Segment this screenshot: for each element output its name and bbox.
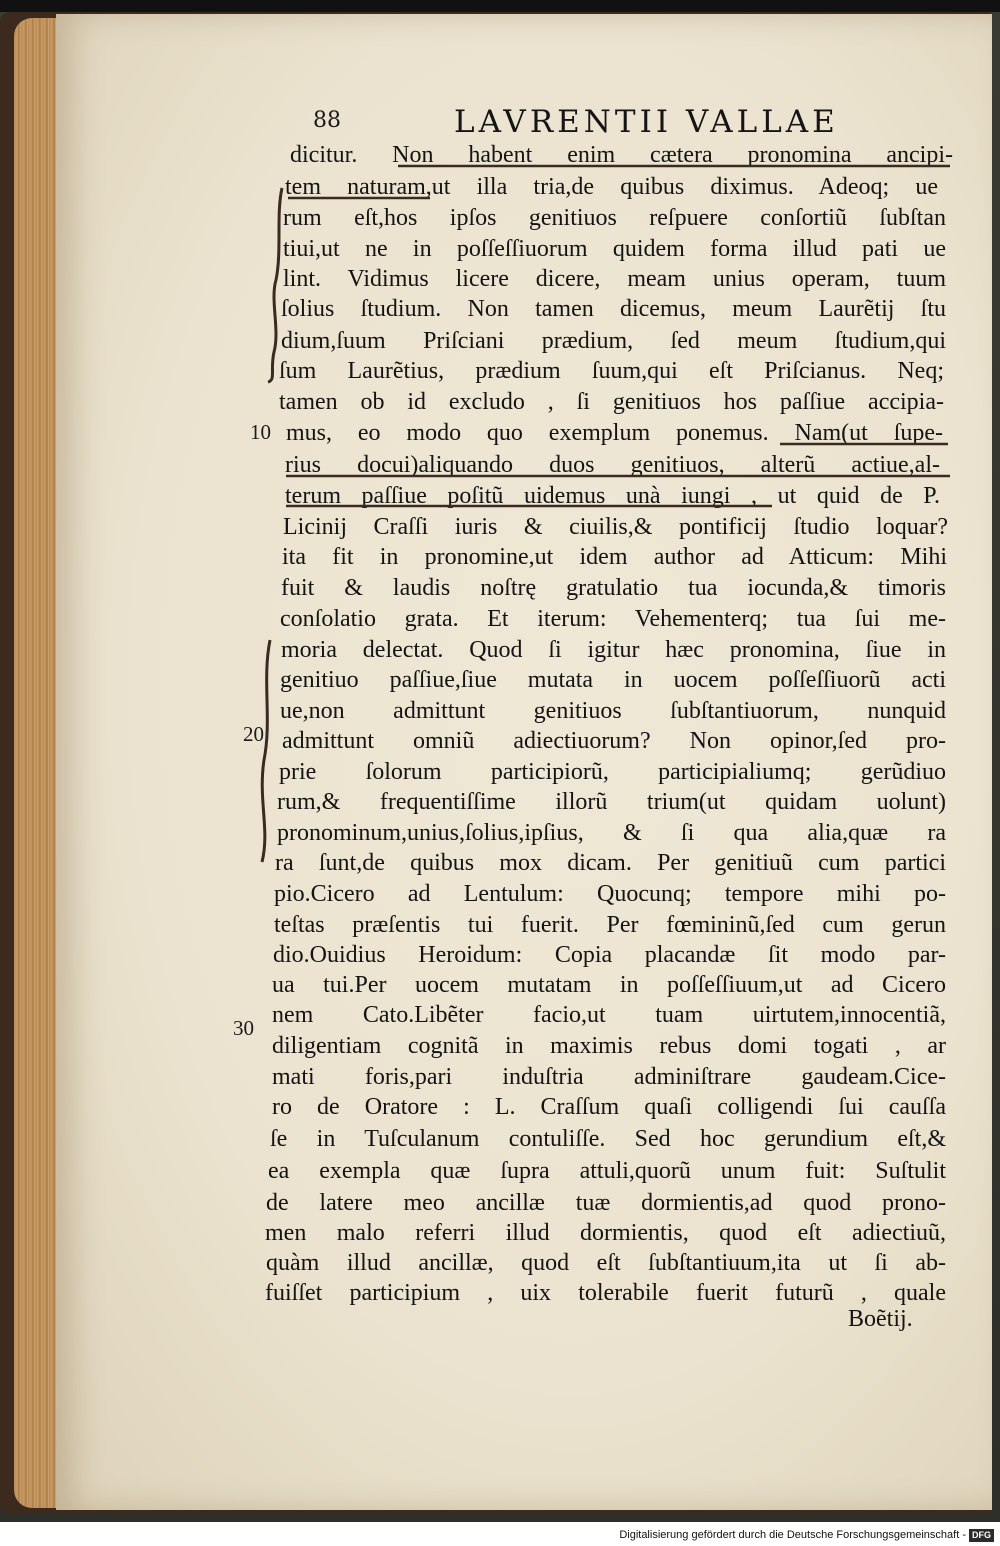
- page-number: 88: [313, 108, 341, 133]
- text-line: ita fit in pronomine,ut idem author ad Atticum: Mihi: [282, 544, 947, 570]
- text-line: men malo referri illud dormientis, quod eſt adiectiuũ,: [265, 1220, 946, 1246]
- text-line: lint. Vidimus licere dicere, meam unius operam, tuum: [283, 266, 946, 292]
- margin-number: 30: [233, 1016, 254, 1040]
- text-line: conſolatio grata. Et iterum: Vehementerq; tua ſui me-: [280, 606, 946, 632]
- text-line: tiui,ut ne in poſſeſſiuorum quidem forma illud pati ue: [283, 236, 946, 262]
- text-line: genitiuo paſſiue,ſiue mutata in uocem poſſeſſiuorũ acti: [280, 667, 946, 693]
- text-line: de latere meo ancillæ tuæ dormientis,ad quod prono-: [266, 1190, 946, 1216]
- text-line: moria delectat. Quod ſi igitur hæc pronomina, ſiue in: [281, 637, 946, 663]
- text-line: diligentiam cognitã in maximis rebus domi togati , ar: [272, 1033, 946, 1059]
- catchword: Boẽtij.: [848, 1306, 913, 1332]
- text-line: fuiſſet participium , uix tolerabile fuerit futurũ , quale: [265, 1280, 946, 1306]
- text-line: admittunt omniũ adiectiuorum? Non opinor,ſed pro-: [282, 728, 946, 754]
- digitization-credit: [619, 1527, 994, 1543]
- text-line: tamen ob id excludo , ſi genitiuos hos paſſiue accipia-: [279, 389, 944, 415]
- text-line: rius docui)aliquando duos genitiuos, alterũ actiue,al-: [285, 452, 940, 478]
- text-line: rum,& frequentiſſime illorũ trium(ut quidam uolunt): [277, 789, 946, 815]
- text-line: Licinij Craſſi iuris & ciuilis,& pontificij ſtudio loquar?: [283, 514, 948, 540]
- text-line: ſum Laurẽtius, prædium ſuum,qui eſt Priſcianus. Neq;: [279, 358, 944, 384]
- text-line: dium,ſuum Priſciani prædium, ſed meum ſtudium,qui: [281, 328, 946, 354]
- running-head: LAVRENTII VALLAE: [454, 104, 839, 140]
- text-line: dicitur. Non habent enim cætera pronomina ancipi-: [290, 142, 953, 168]
- text-line: mus, eo modo quo exemplum ponemus. Nam(ut ſupe-: [286, 420, 943, 446]
- text-line: tem naturam,ut illa tria,de quibus diximus. Adeoq; ue: [285, 174, 938, 200]
- page-edges: [14, 18, 62, 1508]
- text-line: prie ſolorum participiorũ, participialiumq; gerũdiuo: [279, 759, 946, 785]
- credit-text: Digitalisierung gefördert durch die Deutsche Forschungsgemeinschaft -: [619, 1529, 966, 1541]
- text-line: pio.Cicero ad Lentulum: Quocunq; tempore mihi po-: [274, 881, 946, 907]
- text-line: teſtas præſentis tui fuerit. Per fœmininũ,ſed cum gerun: [274, 912, 946, 938]
- text-line: dio.Ouidius Heroidum: Copia placandæ ſit modo par-: [273, 942, 946, 968]
- text-line: mati foris,pari induſtria adminiſtrare gaudeam.Cice-: [272, 1064, 946, 1090]
- text-line: nem Cato.Libẽter facio,ut tuam uirtutem,innocentiã,: [272, 1002, 946, 1028]
- text-line: ro de Oratore : L. Craſſum quaſi colligendi ſui cauſſa: [272, 1094, 946, 1120]
- text-line: pronominum,unius,ſolius,ipſius, & ſi qua alia,quæ ra: [277, 820, 946, 846]
- text-line: quàm illud ancillæ, quod eſt ſubſtantiuum,ita ut ſi ab-: [266, 1250, 946, 1276]
- text-line: ea exempla quæ ſupra attuli,quorũ unum fuit: Suſtulit: [268, 1158, 946, 1184]
- text-line: ua tui.Per uocem mutatam in poſſeſſiuum,ut ad Cicero: [272, 972, 946, 998]
- text-line: ſolius ſtudium. Non tamen dicemus, meum Laurẽtij ſtu: [281, 296, 946, 322]
- text-line: fuit & laudis noſtrę gratulatio tua iocunda,& timoris: [281, 575, 946, 601]
- margin-number: 20: [243, 722, 264, 746]
- margin-number: 10: [250, 420, 271, 444]
- text-line: rum eſt,hos ipſos genitiuos reſpuere conſortiũ ſubſtan: [283, 205, 946, 231]
- dfg-logo: DFG: [969, 1529, 994, 1542]
- text-line: ue,non admittunt genitiuos ſubſtantiuorum, nunquid: [280, 698, 946, 724]
- text-line: ſe in Tuſculanum contuliſſe. Sed hoc gerundium eſt,&: [270, 1126, 946, 1152]
- text-line: ra ſunt,de quibus mox dicam. Per genitiuũ cum partici: [275, 850, 946, 876]
- text-line: terum paſſiue poſitũ uidemus unà iungi , ut quid de P.: [285, 483, 940, 509]
- scan-top-border: [0, 0, 1000, 12]
